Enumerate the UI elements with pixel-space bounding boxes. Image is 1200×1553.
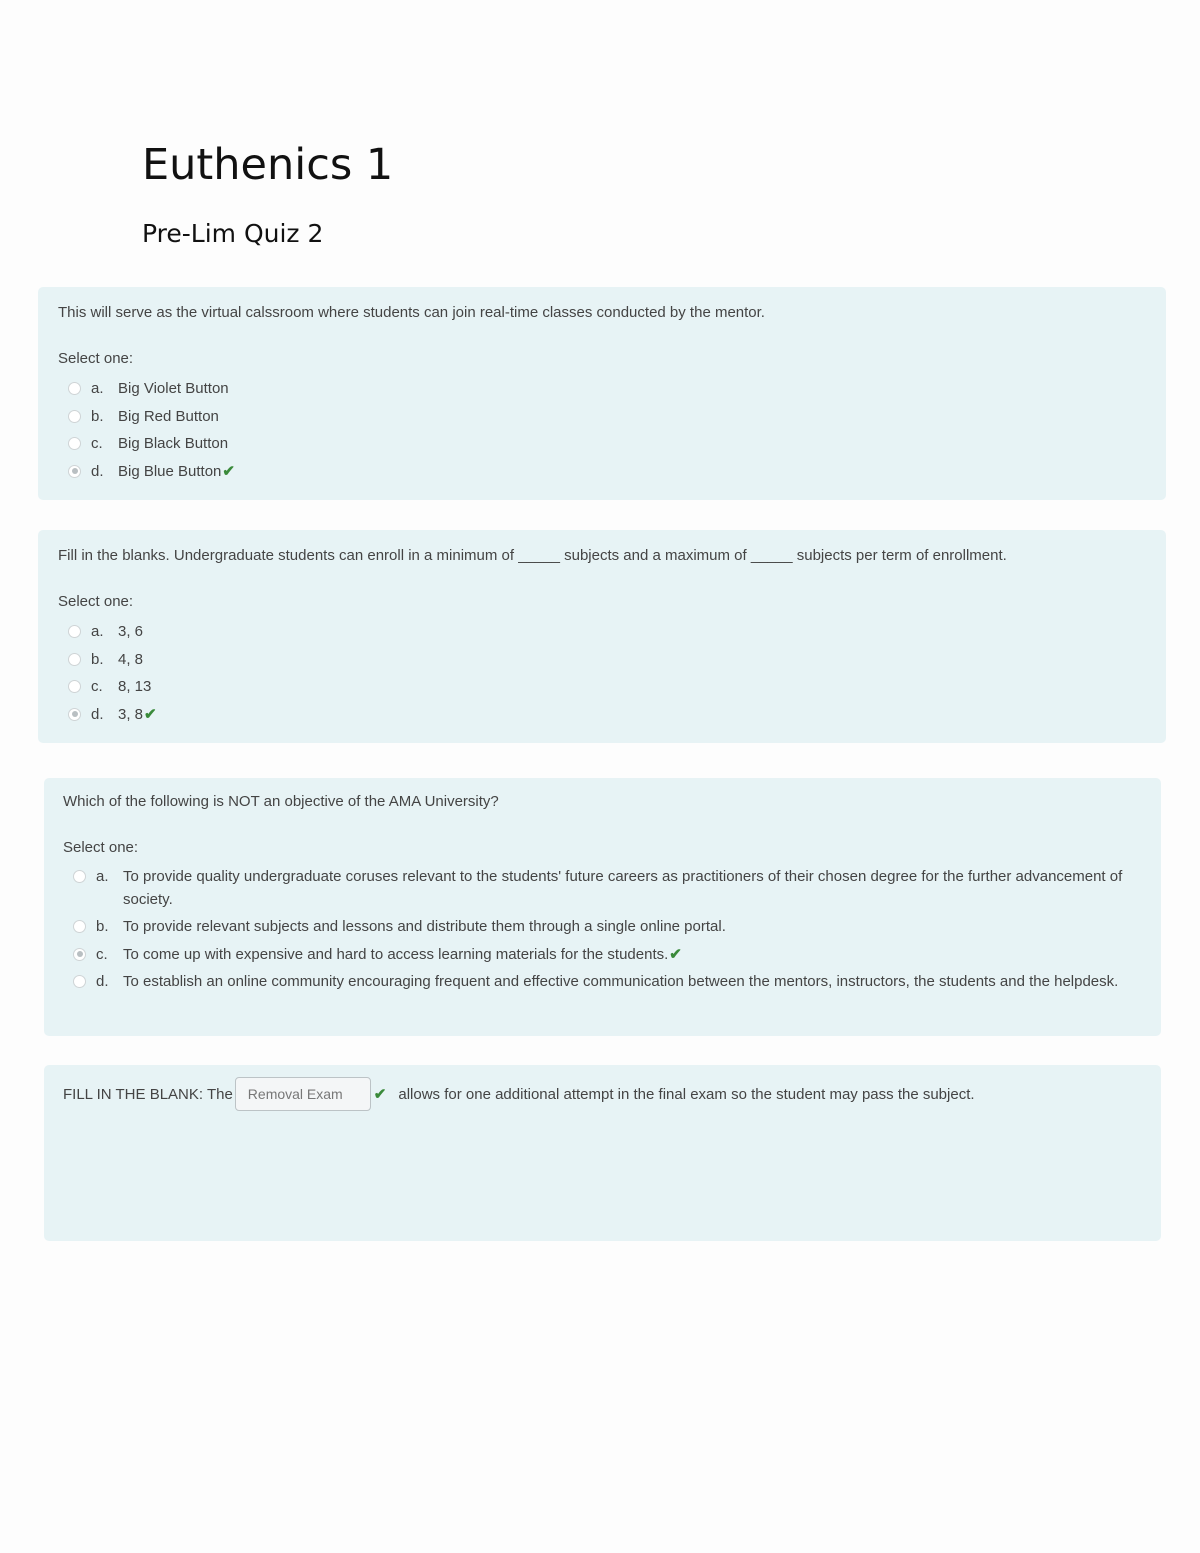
answer-option-a[interactable]	[58, 620, 1146, 648]
answer-label: To provide relevant subjects and lessons and distribute them through a single online portal.	[123, 918, 726, 935]
answer-letter: a.	[91, 380, 104, 397]
select-one-label: Select one:	[63, 839, 139, 856]
answer-label: 3, 6	[118, 623, 144, 640]
radio-icon[interactable]	[68, 382, 81, 395]
answer-option-b[interactable]	[58, 648, 1146, 676]
answer-letter: b.	[91, 407, 104, 425]
checkmark-icon: ✔	[222, 462, 235, 480]
page-subtitle: Pre-Lim Quiz 2	[142, 219, 324, 248]
answer-label: Big Black Button	[118, 435, 229, 452]
answer-label: Big Violet Button	[118, 380, 229, 397]
answer-option-c[interactable]	[58, 432, 1146, 460]
answer-label: 8, 13	[118, 678, 152, 695]
question-text: Which of the following is NOT an objective of the AMA University?	[63, 793, 499, 810]
answer-option-b[interactable]	[58, 405, 1146, 433]
answer-option-a[interactable]	[63, 865, 1143, 911]
answer-letter: c.	[91, 678, 103, 695]
question-text: This will serve as the virtual calssroom where students can join real-time classes conducted by the mentor.	[58, 304, 765, 321]
radio-icon[interactable]	[68, 437, 81, 450]
answer-label: To provide quality undergraduate coruses relevant to the students' future careers as practitioners of their chosen degree for the further advancement of society.	[123, 868, 1123, 908]
radio-icon[interactable]	[68, 653, 81, 666]
answer-option-d[interactable]	[63, 970, 1143, 993]
answer-option-b[interactable]	[63, 915, 1143, 943]
answer-list	[58, 377, 1146, 487]
question-text-after: allows for one additional attempt in the final exam so the student may pass the subject.	[398, 1085, 975, 1103]
radio-icon[interactable]	[73, 920, 86, 933]
question-card-2	[38, 530, 1166, 743]
answer-label: Big Blue Button	[118, 462, 222, 480]
question-text-before: FILL IN THE BLANK: The	[63, 1085, 233, 1103]
answer-option-c[interactable]	[58, 675, 1146, 703]
checkmark-icon: ✔	[144, 705, 157, 723]
answer-letter: c.	[96, 945, 108, 963]
answer-label: Big Red Button	[118, 407, 219, 425]
answer-option-a[interactable]	[58, 377, 1146, 405]
answer-input[interactable]	[235, 1077, 371, 1111]
radio-icon[interactable]	[68, 465, 81, 478]
answer-option-d[interactable]	[58, 460, 1146, 488]
answer-list	[58, 620, 1146, 730]
checkmark-icon: ✔	[669, 945, 682, 963]
answer-letter: a.	[96, 868, 109, 885]
radio-icon[interactable]	[68, 708, 81, 721]
answer-letter: c.	[91, 435, 103, 452]
question-text: Fill in the blanks. Undergraduate students can enroll in a minimum of _____ subjects and a maximum of _____ subjects per term of enrollment.	[58, 547, 1007, 564]
radio-icon[interactable]	[73, 870, 86, 883]
fill-in-blank-sentence	[63, 1077, 1143, 1111]
radio-icon[interactable]	[68, 410, 81, 423]
select-one-label: Select one:	[58, 350, 134, 367]
answer-letter: b.	[91, 650, 104, 668]
radio-icon[interactable]	[68, 680, 81, 693]
question-card-3	[44, 778, 1161, 1036]
answer-label: 4, 8	[118, 650, 144, 668]
answer-label: To establish an online community encouraging frequent and effective communication between the mentors, instructors, the students and the helpdesk.	[123, 973, 1119, 990]
answer-letter: a.	[91, 623, 104, 640]
answer-letter: b.	[96, 918, 109, 935]
answer-option-d[interactable]	[58, 703, 1146, 731]
answer-label: To come up with expensive and hard to access learning materials for the students.	[123, 945, 669, 963]
answer-label: 3, 8	[118, 705, 144, 723]
select-one-label: Select one:	[58, 593, 134, 610]
answer-option-c[interactable]	[63, 943, 1143, 971]
checkmark-icon: ✔	[373, 1086, 387, 1103]
answer-letter: d.	[91, 462, 104, 480]
radio-icon[interactable]	[73, 975, 86, 988]
answer-list	[63, 865, 1143, 993]
radio-icon[interactable]	[73, 948, 86, 961]
question-card-4	[44, 1065, 1161, 1241]
answer-letter: d.	[96, 973, 109, 990]
question-card-1	[38, 287, 1166, 500]
answer-letter: d.	[91, 705, 104, 723]
radio-icon[interactable]	[68, 625, 81, 638]
page-title: Euthenics 1	[142, 140, 394, 190]
